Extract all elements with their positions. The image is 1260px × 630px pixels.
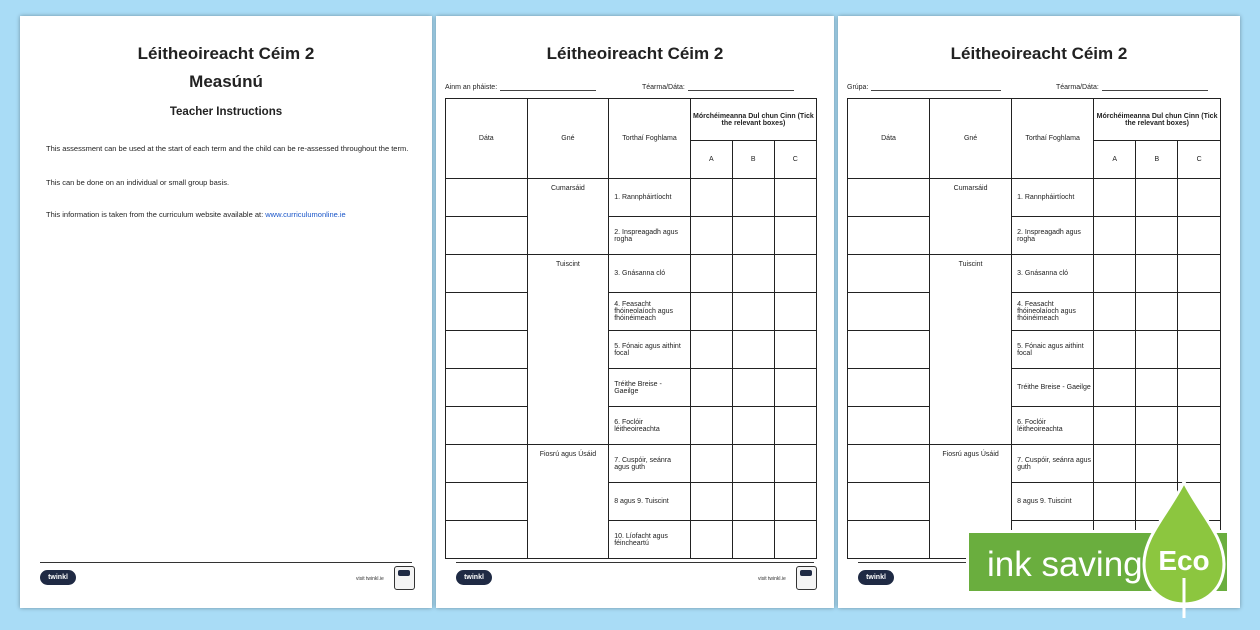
child-name-field — [445, 82, 596, 91]
tick-box-b[interactable] — [1136, 445, 1178, 483]
child-name-line[interactable] — [500, 82, 596, 91]
date-cell[interactable] — [848, 445, 930, 483]
table-row — [446, 217, 817, 255]
outcome-cell: 6. Foclóir léitheoireachta — [1012, 407, 1094, 445]
tick-box-c[interactable] — [1178, 331, 1221, 369]
table-row — [848, 217, 1221, 255]
milestone-b-header: B — [1136, 141, 1178, 179]
tick-box-c[interactable] — [774, 407, 816, 445]
outcome-cell: 6. Foclóir léitheoireachta — [609, 407, 691, 445]
date-cell[interactable] — [446, 407, 528, 445]
outcomes-header: Torthaí Foghlama — [609, 99, 691, 179]
date-cell[interactable] — [446, 521, 528, 559]
tick-box-b[interactable] — [732, 293, 774, 331]
page-title: Léitheoireacht Céim 2 — [137, 44, 315, 63]
group-label: Grúpa: — [847, 84, 869, 91]
tick-box-b[interactable] — [1136, 255, 1178, 293]
milestone-c-header: C — [774, 141, 816, 179]
date-cell[interactable] — [446, 179, 528, 217]
date-cell[interactable] — [848, 255, 930, 293]
outcome-cell: 7. Cuspóir, seánra agus guth — [1012, 445, 1094, 483]
tick-box-b[interactable] — [732, 369, 774, 407]
outcome-cell: 8 agus 9. Tuiscint — [609, 483, 691, 521]
tick-box-a[interactable] — [1094, 217, 1136, 255]
tick-box-b[interactable] — [1136, 369, 1178, 407]
table-row — [848, 293, 1221, 331]
outcome-cell: 7. Cuspóir, seánra agus guth — [609, 445, 691, 483]
child-name-label: Ainm an pháiste: — [445, 84, 498, 91]
tick-box-c[interactable] — [1178, 293, 1221, 331]
date-cell[interactable] — [446, 445, 528, 483]
outcomes-header: Torthaí Foghlama — [1012, 99, 1094, 179]
tick-box-a[interactable] — [1094, 255, 1136, 293]
table-row — [446, 331, 817, 369]
element-cell: Tuiscint — [527, 255, 609, 445]
term-date-label: Téarma/Dáta: — [1056, 84, 1099, 91]
child-assessment-page — [436, 16, 834, 608]
tick-box-c[interactable] — [774, 521, 816, 559]
element-cell: Fiosrú agus Úsáid — [930, 445, 1012, 559]
tick-box-b[interactable] — [732, 179, 774, 217]
group-line[interactable] — [871, 82, 1001, 91]
tick-box-b[interactable] — [732, 217, 774, 255]
tick-box-c[interactable] — [774, 331, 816, 369]
date-cell[interactable] — [848, 179, 930, 217]
table-row — [848, 331, 1221, 369]
footer-divider — [40, 562, 412, 563]
date-cell[interactable] — [848, 217, 930, 255]
outcome-cell: 8 agus 9. Tuiscint — [1012, 483, 1094, 521]
table-row — [446, 407, 817, 445]
tick-box-b[interactable] — [732, 255, 774, 293]
tick-box-c[interactable] — [774, 369, 816, 407]
twinkl-logo: twinkl — [858, 570, 894, 585]
outcome-cell: Tréithe Breise - Gaeilge — [609, 369, 691, 407]
tick-box-b[interactable] — [732, 407, 774, 445]
table-row — [446, 483, 817, 521]
visit-text: visit twinkl.ie — [356, 576, 384, 582]
instruction-line-3 — [46, 210, 346, 219]
date-cell[interactable] — [446, 369, 528, 407]
outcome-cell: 1. Rannpháirtíocht — [609, 179, 691, 217]
tick-box-c[interactable] — [774, 217, 816, 255]
table-row — [446, 521, 817, 559]
tick-box-a[interactable] — [1094, 483, 1136, 521]
eco-badge-text: Eco — [1158, 545, 1210, 576]
date-header: Dáta — [848, 99, 930, 179]
table-row — [848, 369, 1221, 407]
date-cell[interactable] — [848, 369, 930, 407]
outcome-cell: 1. Rannpháirtíocht — [1012, 179, 1094, 217]
tick-box-a[interactable] — [690, 407, 732, 445]
outcome-cell: 2. Inspreagadh agus rogha — [609, 217, 691, 255]
element-cell: Cumarsáid — [527, 179, 609, 255]
date-cell[interactable] — [446, 483, 528, 521]
milestone-a-header: A — [1094, 141, 1136, 179]
date-cell[interactable] — [446, 255, 528, 293]
tick-box-a[interactable] — [1094, 179, 1136, 217]
instruction-line-1: This assessment can be used at the start of each term and the child can be re-assessed throughout the term. — [46, 144, 409, 153]
ink-saving-text: ink saving — [987, 545, 1143, 584]
term-date-field — [642, 82, 794, 91]
tick-box-b[interactable] — [1136, 331, 1178, 369]
outcome-cell: 5. Fónaic agus aithint focal — [609, 331, 691, 369]
tick-box-a[interactable] — [1094, 445, 1136, 483]
tick-box-c[interactable] — [1178, 369, 1221, 407]
outcome-cell: 3. Gnásanna cló — [1012, 255, 1094, 293]
tick-box-b[interactable] — [732, 445, 774, 483]
tick-box-b[interactable] — [732, 331, 774, 369]
quality-badge-icon — [796, 566, 817, 590]
tick-box-a[interactable] — [690, 179, 732, 217]
tick-box-a[interactable] — [690, 331, 732, 369]
tick-box-a[interactable] — [690, 369, 732, 407]
tick-box-a[interactable] — [690, 521, 732, 559]
milestone-a-header: A — [690, 141, 732, 179]
header-row — [446, 99, 817, 141]
table-row — [848, 445, 1221, 483]
tick-box-c[interactable] — [1178, 445, 1221, 483]
element-header: Gné — [527, 99, 609, 179]
tick-box-a[interactable] — [690, 483, 732, 521]
element-cell: Fiosrú agus Úsáid — [527, 445, 609, 559]
milestones-header: Mórchéimeanna Dul chun Cinn (Tick the relevant boxes) — [690, 99, 816, 141]
table-row — [446, 369, 817, 407]
instruction-line-3-text: This information is taken from the curriculum website available at: — [46, 210, 266, 219]
element-cell: Cumarsáid — [930, 179, 1012, 255]
outcome-cell: 3. Gnásanna cló — [609, 255, 691, 293]
milestone-c-header: C — [1178, 141, 1221, 179]
tick-box-a[interactable] — [690, 293, 732, 331]
tick-box-a[interactable] — [1094, 369, 1136, 407]
term-date-line[interactable] — [1102, 82, 1208, 91]
date-cell[interactable] — [848, 331, 930, 369]
table-row — [446, 179, 817, 217]
tick-box-c[interactable] — [774, 179, 816, 217]
milestone-b-header: B — [732, 141, 774, 179]
date-header: Dáta — [446, 99, 528, 179]
instruction-line-2: This can be done on an individual or small group basis. — [46, 178, 230, 187]
instructions-heading: Teacher Instructions — [169, 106, 283, 118]
table-row — [848, 255, 1221, 293]
element-cell: Tuiscint — [930, 255, 1012, 445]
tick-box-a[interactable] — [1094, 331, 1136, 369]
milestones-header: Mórchéimeanna Dul chun Cinn (Tick the relevant boxes) — [1094, 99, 1221, 141]
date-cell[interactable] — [848, 483, 930, 521]
tick-box-c[interactable] — [1178, 217, 1221, 255]
term-date-label: Téarma/Dáta: — [642, 84, 685, 91]
tick-box-a[interactable] — [690, 445, 732, 483]
tick-box-a[interactable] — [690, 255, 732, 293]
term-date-line[interactable] — [688, 82, 794, 91]
date-cell[interactable] — [446, 293, 528, 331]
date-cell[interactable] — [446, 331, 528, 369]
date-cell[interactable] — [848, 293, 930, 331]
footer-divider — [456, 562, 814, 563]
twinkl-logo: twinkl — [456, 570, 492, 585]
tick-box-b[interactable] — [1136, 217, 1178, 255]
instructions-page — [20, 16, 432, 608]
tick-box-a[interactable] — [1094, 407, 1136, 445]
twinkl-logo: twinkl — [40, 570, 76, 585]
tick-box-c[interactable] — [774, 445, 816, 483]
tick-box-b[interactable] — [732, 483, 774, 521]
tick-box-a[interactable] — [1094, 293, 1136, 331]
outcome-cell: 2. Inspreagadh agus rogha — [1012, 217, 1094, 255]
curriculum-link[interactable]: www.curriculumonline.ie — [265, 210, 346, 219]
page-title: Léitheoireacht Céim 2 — [950, 44, 1128, 63]
table-row — [848, 407, 1221, 445]
eco-drop-icon — [1140, 478, 1228, 618]
outcome-cell: 4. Feasacht fhóineolaíoch agus fhóinéimeach — [1012, 293, 1094, 331]
tick-box-c[interactable] — [1178, 255, 1221, 293]
date-cell[interactable] — [848, 407, 930, 445]
tick-box-c[interactable] — [774, 483, 816, 521]
header-row — [848, 99, 1221, 141]
table-row — [446, 445, 817, 483]
outcome-cell: Tréithe Breise - Gaeilge — [1012, 369, 1094, 407]
assessment-table — [445, 98, 817, 559]
outcome-cell: 4. Feasacht fhóineolaíoch agus fhóinéimeach — [609, 293, 691, 331]
date-cell[interactable] — [848, 521, 930, 559]
term-date-field — [1056, 82, 1208, 91]
group-field — [847, 82, 1001, 91]
tick-box-b[interactable] — [1136, 179, 1178, 217]
table-row — [848, 179, 1221, 217]
tick-box-c[interactable] — [1178, 179, 1221, 217]
tick-box-b[interactable] — [1136, 407, 1178, 445]
quality-badge-icon — [394, 566, 415, 590]
outcome-cell: 10. Líofacht agus féincheartú — [609, 521, 691, 559]
table-row — [446, 293, 817, 331]
tick-box-b[interactable] — [1136, 293, 1178, 331]
table-row — [446, 255, 817, 293]
page-subtitle: Measúnú — [189, 72, 263, 91]
date-cell[interactable] — [446, 217, 528, 255]
element-header: Gné — [930, 99, 1012, 179]
tick-box-a[interactable] — [690, 217, 732, 255]
visit-text: visit twinkl.ie — [758, 576, 786, 582]
tick-box-c[interactable] — [1178, 407, 1221, 445]
tick-box-b[interactable] — [732, 521, 774, 559]
page-title: Léitheoireacht Céim 2 — [546, 44, 724, 63]
outcome-cell: 5. Fónaic agus aithint focal — [1012, 331, 1094, 369]
tick-box-c[interactable] — [774, 293, 816, 331]
tick-box-c[interactable] — [774, 255, 816, 293]
